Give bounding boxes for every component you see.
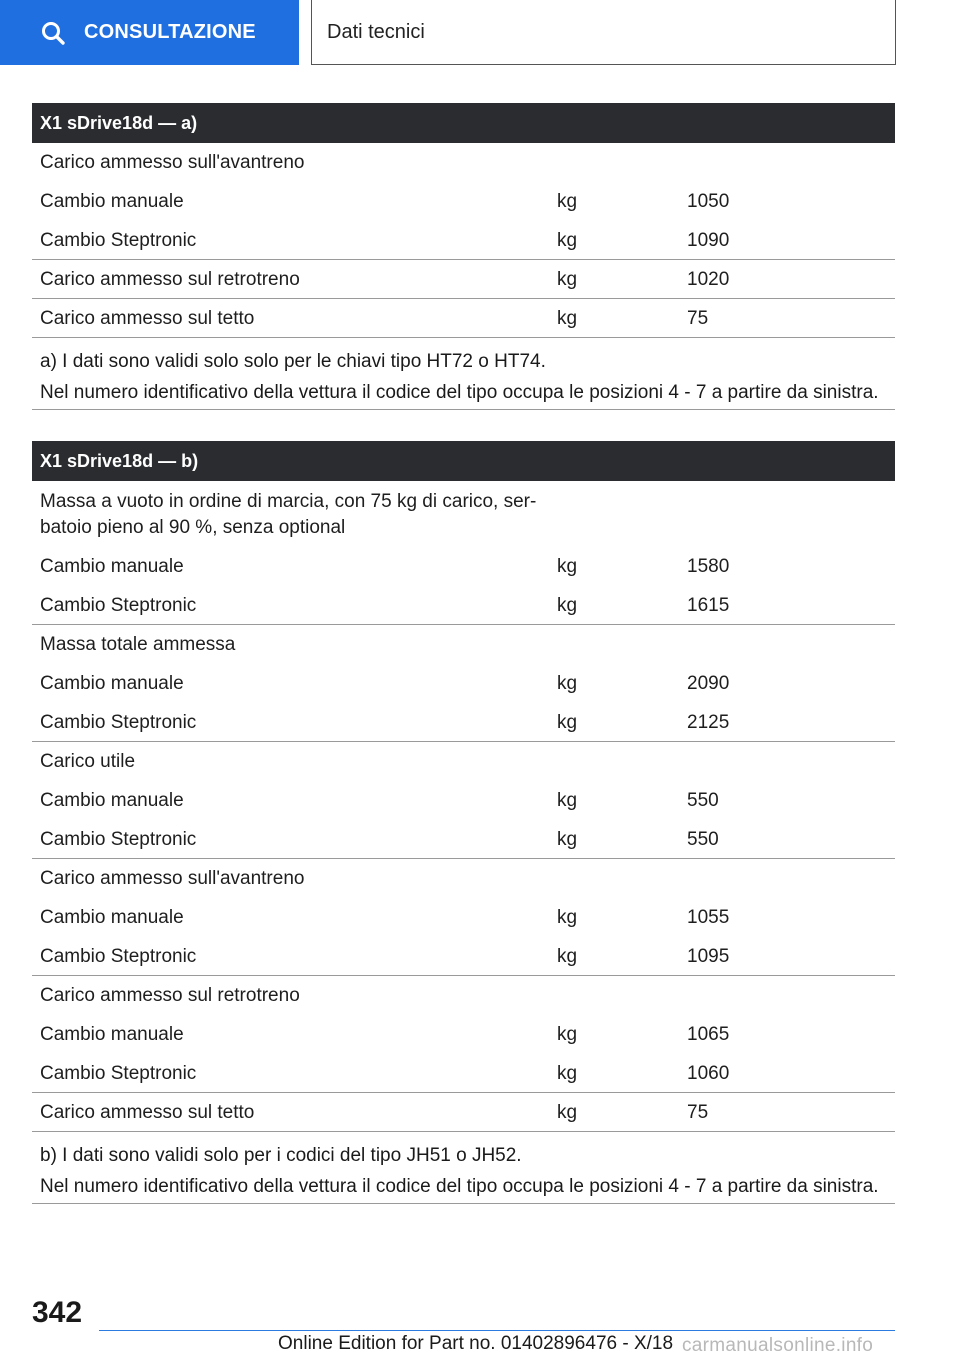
- table-row: [32, 625, 895, 664]
- row-unit: kg: [557, 1024, 578, 1045]
- footer-divider: [99, 1330, 895, 1331]
- row-label: Cambio manuale: [40, 1024, 184, 1045]
- row-unit: kg: [557, 907, 578, 928]
- row-label: Cambio manuale: [40, 673, 184, 694]
- row-label: Cambio manuale: [40, 191, 184, 212]
- row-label: Cambio manuale: [40, 907, 184, 928]
- row-label: Carico utile: [40, 751, 136, 772]
- row-value: 1580: [687, 556, 730, 577]
- row-label: Cambio Steptronic: [40, 1063, 197, 1084]
- row-value: 1095: [687, 946, 730, 967]
- table-row: [32, 182, 895, 221]
- table-row: [32, 742, 895, 781]
- row-value: 550: [687, 790, 719, 811]
- footnote: a) I dati sono validi solo solo per le chiavi tipo HT72 o HT74.: [40, 351, 546, 372]
- row-value: 1020: [687, 269, 730, 290]
- row-unit: kg: [557, 829, 578, 850]
- row-label: Carico ammesso sul retrotreno: [40, 985, 300, 1006]
- table-row: [32, 143, 895, 182]
- search-icon: [40, 20, 66, 46]
- spec-table-b: [32, 441, 895, 1204]
- row-unit: kg: [557, 269, 578, 290]
- footnote: Nel numero identificativo della vettura il codice del tipo occupa le posizioni 4 - 7 a partire da sinistra.: [40, 382, 879, 403]
- row-value: 1060: [687, 1063, 730, 1084]
- search-button[interactable]: [0, 0, 299, 65]
- row-unit: kg: [557, 191, 578, 212]
- row-unit: kg: [557, 673, 578, 694]
- row-label: Carico ammesso sul retrotreno: [40, 269, 300, 290]
- search-button-label: CONSULTAZIONE: [84, 21, 256, 43]
- footnote: Nel numero identificativo della vettura il codice del tipo occupa le posizioni 4 - 7 a partire da sinistra.: [40, 1176, 879, 1197]
- table-row: [32, 547, 895, 586]
- row-label: Carico ammesso sull'avantreno: [40, 868, 305, 889]
- page-number: 342: [32, 1296, 83, 1329]
- section-title[interactable]: Dati tecnici: [311, 0, 896, 65]
- row-value: 1050: [687, 191, 730, 212]
- row-label: Cambio Steptronic: [40, 230, 197, 251]
- table-a-footnotes: [32, 338, 895, 410]
- row-unit: kg: [557, 946, 578, 967]
- row-label: Massa a vuoto in ordine di marcia, con 75 kg di carico, ser-batoio pieno al 90 %, senza optional: [40, 491, 537, 538]
- row-unit: kg: [557, 1063, 578, 1084]
- table-b-title: X1 sDrive18d — b): [32, 441, 895, 481]
- row-value: 75: [687, 308, 709, 329]
- row-label: Cambio Steptronic: [40, 595, 197, 616]
- row-unit: kg: [557, 556, 578, 577]
- table-a-title: X1 sDrive18d — a): [32, 103, 895, 143]
- table-row: [32, 221, 895, 260]
- table-row: [32, 1015, 895, 1054]
- row-value: 1065: [687, 1024, 730, 1045]
- table-row: [32, 586, 895, 625]
- row-unit: kg: [557, 712, 578, 733]
- row-unit: kg: [557, 1102, 578, 1123]
- spec-table-a: [32, 103, 895, 410]
- table-row: [32, 937, 895, 976]
- row-unit: kg: [557, 308, 578, 329]
- table-row: [32, 1054, 895, 1093]
- row-label: Carico ammesso sul tetto: [40, 308, 255, 329]
- table-row: [32, 703, 895, 742]
- table-row: [32, 1093, 895, 1132]
- row-value: 1615: [687, 595, 730, 616]
- row-label: Cambio manuale: [40, 790, 184, 811]
- row-unit: kg: [557, 230, 578, 251]
- row-label: Cambio Steptronic: [40, 829, 197, 850]
- table-row: [32, 781, 895, 820]
- row-label: Carico ammesso sul tetto: [40, 1102, 255, 1123]
- table-b-footnotes: [32, 1132, 895, 1204]
- table-row: [32, 976, 895, 1015]
- row-unit: kg: [557, 595, 578, 616]
- edition-info: Online Edition for Part no. 01402896476 - X/18: [278, 1333, 674, 1354]
- row-value: 1090: [687, 230, 730, 251]
- row-label: Massa totale ammessa: [40, 634, 236, 655]
- row-value: 550: [687, 829, 719, 850]
- row-value: 2125: [687, 712, 730, 733]
- row-value: 1055: [687, 907, 730, 928]
- row-value: 75: [687, 1102, 709, 1123]
- table-row: [32, 898, 895, 937]
- table-row: [32, 664, 895, 703]
- footnote: b) I dati sono validi solo per i codici del tipo JH51 o JH52.: [40, 1145, 522, 1166]
- table-row: [32, 260, 895, 299]
- row-unit: kg: [557, 790, 578, 811]
- row-label: Cambio manuale: [40, 556, 184, 577]
- watermark: carmanualsonline.info: [682, 1335, 874, 1356]
- table-row: [32, 481, 895, 547]
- row-label: Carico ammesso sull'avantreno: [40, 152, 305, 173]
- row-label: Cambio Steptronic: [40, 712, 197, 733]
- table-row: [32, 299, 895, 338]
- row-label: Cambio Steptronic: [40, 946, 197, 967]
- table-row: [32, 820, 895, 859]
- table-row: [32, 859, 895, 898]
- row-value: 2090: [687, 673, 730, 694]
- top-bar: [0, 0, 960, 66]
